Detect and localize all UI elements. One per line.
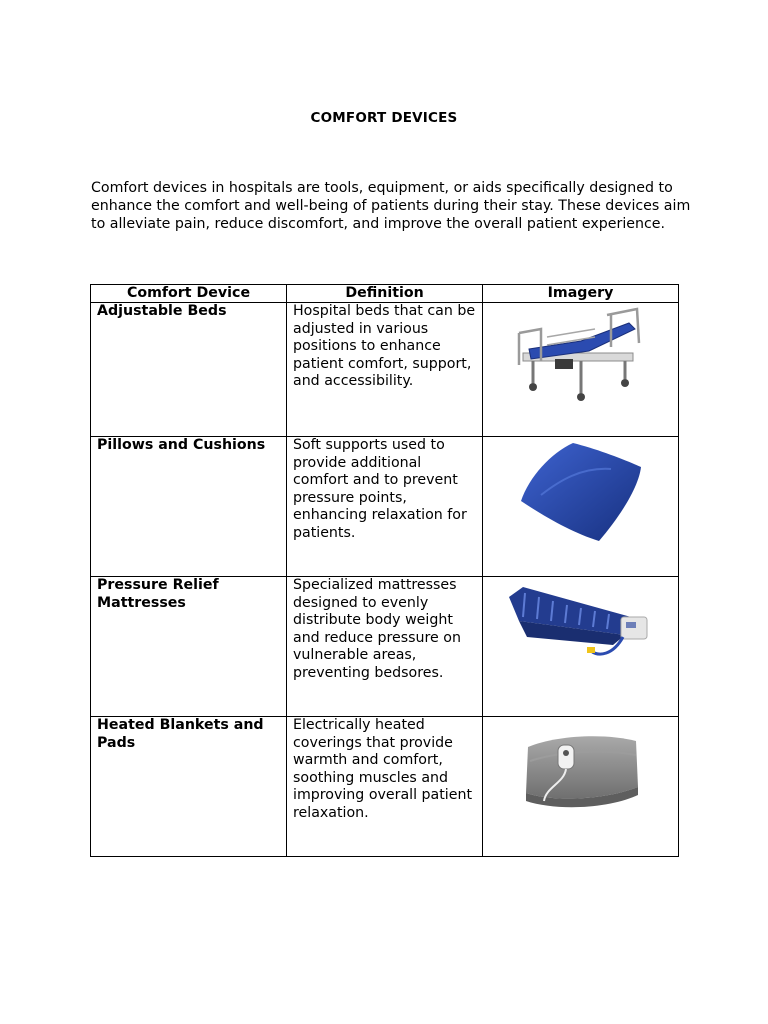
- header-imagery: Imagery: [483, 285, 679, 303]
- table-row: [91, 437, 679, 577]
- intro-paragraph: Comfort devices in hospitals are tools, equipment, or aids specifically designed to enhance the comfort and well-being of patients during their stay. These devices aim to alleviate pain, reduce discomfort, and improve the overall patient experience.: [91, 180, 691, 232]
- device-definition: Specialized mattresses designed to evenly distribute body weight and reduce pressure on vulnerable areas, preventing bedsores.: [287, 577, 483, 717]
- blue-pillow-image: [511, 437, 651, 549]
- device-definition: Electrically heated coverings that provide warmth and comfort, soothing muscles and improving overall patient relaxation.: [287, 717, 483, 857]
- device-definition: Hospital beds that can be adjusted in various positions to enhance patient comfort, support, and accessibility.: [287, 303, 483, 437]
- hospital-bed-image: [511, 303, 651, 403]
- table-header-row: [91, 285, 679, 303]
- device-image-cell: [483, 303, 679, 437]
- header-definition: Definition: [287, 285, 483, 303]
- device-definition: Soft supports used to provide additional comfort and to prevent pressure points, enhancing relaxation for patients.: [287, 437, 483, 577]
- heated-blanket-image: [516, 717, 646, 817]
- document-title: COMFORT DEVICES: [310, 110, 458, 126]
- table-row: [91, 717, 679, 857]
- device-name: Pressure Relief Mattresses: [91, 577, 287, 717]
- device-name: Adjustable Beds: [91, 303, 287, 437]
- air-mattress-image: [503, 577, 659, 677]
- device-image-cell: [483, 437, 679, 577]
- device-image-cell: [483, 577, 679, 717]
- comfort-devices-table: [90, 284, 679, 857]
- device-name: Heated Blankets and Pads: [91, 717, 287, 857]
- table-row: [91, 577, 679, 717]
- device-image-cell: [483, 717, 679, 857]
- device-name: Pillows and Cushions: [91, 437, 287, 577]
- header-comfort-device: Comfort Device: [91, 285, 287, 303]
- table-row: [91, 303, 679, 437]
